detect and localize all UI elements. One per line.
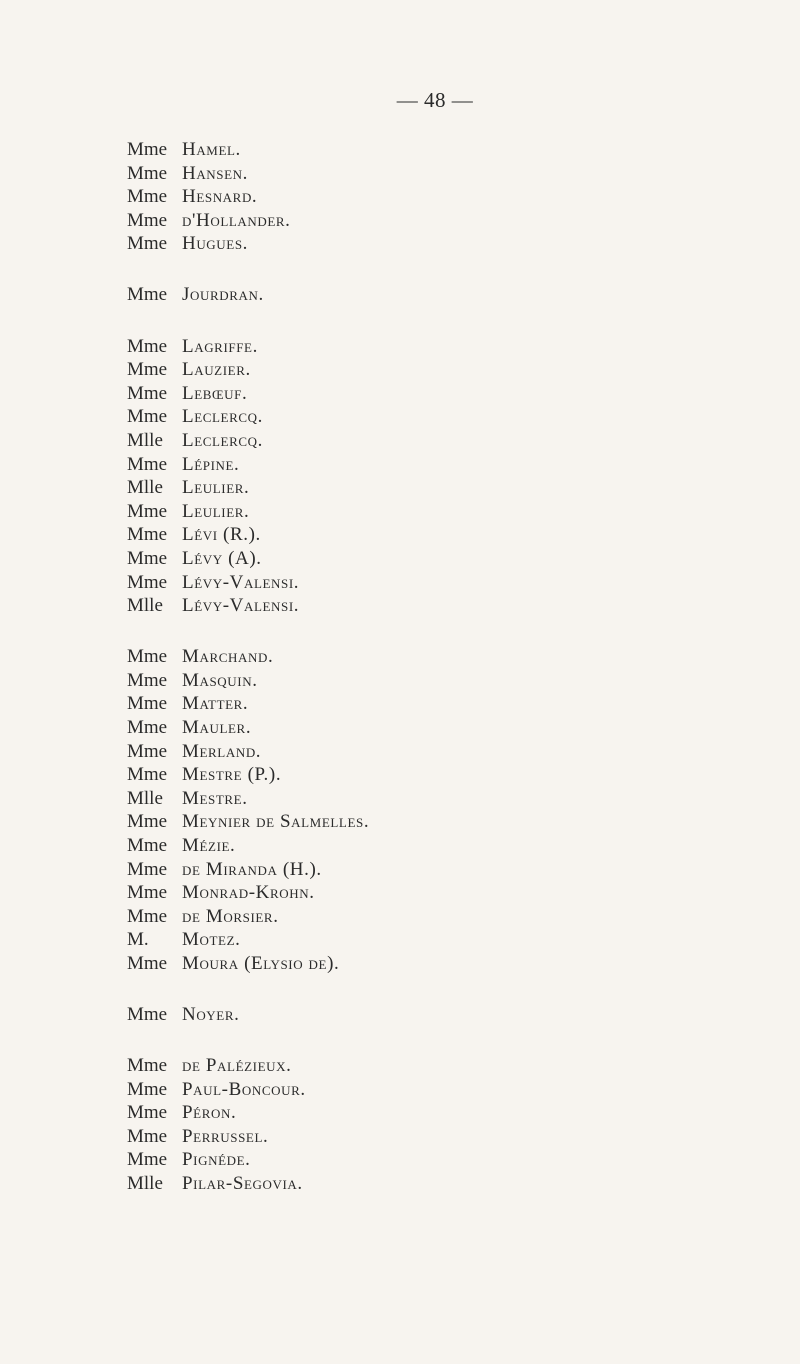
entry-title: Mlle <box>127 429 163 451</box>
entry-name: Lévy-Valensi. <box>182 595 300 617</box>
list-entry <box>127 382 767 406</box>
entry-name: Lévi (R.). <box>182 524 261 546</box>
entry-name: Merland. <box>182 740 262 762</box>
entry-title: Mme <box>127 335 168 357</box>
list-entry <box>127 209 767 233</box>
entry-title: Mlle <box>127 787 163 809</box>
entry-name: Leulier. <box>182 477 250 499</box>
list-entry <box>127 692 767 716</box>
entry-name: Lagriffe. <box>182 335 258 357</box>
entry-name: Hamel. <box>182 139 241 160</box>
list-entry <box>127 834 767 858</box>
entry-title: Mme <box>127 571 168 593</box>
entry-title: Mme <box>127 382 168 404</box>
entry-title: Mme <box>127 359 168 381</box>
entry-title: Mme <box>127 1055 168 1077</box>
entry-title: Mlle <box>127 1173 163 1195</box>
entry-name: Péron. <box>182 1102 237 1124</box>
entry-name: Jourdran. <box>182 284 264 306</box>
entry-title: Mme <box>127 1102 168 1124</box>
list-entry <box>127 476 767 500</box>
entry-name: de Palézieux. <box>182 1055 292 1077</box>
entry-name: Leulier. <box>182 500 250 522</box>
entry-name: Mestre (P.). <box>182 764 282 786</box>
list-entry <box>127 429 767 453</box>
entry-title: Mme <box>127 500 168 522</box>
list-entry <box>127 952 767 976</box>
entry-name: Matter. <box>182 693 249 715</box>
name-group <box>127 1054 767 1196</box>
list-entry <box>127 810 767 834</box>
name-list <box>127 138 767 1223</box>
entry-title: Mlle <box>127 595 163 617</box>
name-group <box>127 283 767 307</box>
entry-name: de Morsier. <box>182 905 279 927</box>
entry-name: Paul-Boncour. <box>182 1078 306 1100</box>
entry-title: Mme <box>127 547 168 569</box>
entry-name: Lépine. <box>182 453 240 475</box>
entry-title: Mme <box>127 1004 168 1025</box>
entry-name: Motez. <box>182 929 241 951</box>
list-entry <box>127 283 767 307</box>
entry-title: Mme <box>127 905 168 927</box>
entry-name: Mestre. <box>182 787 248 809</box>
name-group <box>127 138 767 256</box>
entry-title: Mme <box>127 139 168 160</box>
entry-name: Meynier de Salmelles. <box>182 811 370 833</box>
entry-title: Mme <box>127 1149 168 1171</box>
entry-name: Lévy (A). <box>182 547 262 569</box>
entry-name: Leclercq. <box>182 429 263 451</box>
entry-name: Pignéde. <box>182 1149 251 1171</box>
list-entry <box>127 669 767 693</box>
list-entry <box>127 1172 767 1196</box>
list-entry <box>127 1125 767 1149</box>
entry-title: Mme <box>127 693 168 715</box>
entry-name: Hugues. <box>182 233 249 255</box>
list-entry <box>127 1003 767 1027</box>
entry-title: Mme <box>127 186 168 208</box>
list-entry <box>127 1101 767 1125</box>
entry-title: Mme <box>127 669 168 691</box>
entry-title: Mme <box>127 524 168 546</box>
entry-name: Perrussel. <box>182 1125 269 1147</box>
entry-name: Moura (Elysio de). <box>182 952 340 974</box>
list-entry <box>127 453 767 477</box>
list-entry <box>127 405 767 429</box>
entry-name: Leclercq. <box>182 406 263 428</box>
list-entry <box>127 763 767 787</box>
entry-title: Mme <box>127 716 168 738</box>
list-entry <box>127 787 767 811</box>
list-entry <box>127 185 767 209</box>
list-entry <box>127 905 767 929</box>
entry-name: Mézie. <box>182 834 236 856</box>
entry-title: Mme <box>127 1125 168 1147</box>
entry-title: Mme <box>127 284 168 306</box>
list-entry <box>127 138 767 162</box>
entry-name: Marchand. <box>182 646 274 668</box>
entry-title: M. <box>127 929 149 951</box>
entry-name: d'Hollander. <box>182 209 291 231</box>
entry-title: Mme <box>127 858 168 880</box>
entry-title: Mme <box>127 233 168 255</box>
list-entry <box>127 547 767 571</box>
entry-title: Mme <box>127 209 168 231</box>
entry-title: Mme <box>127 1078 168 1100</box>
list-entry <box>127 162 767 186</box>
name-group <box>127 335 767 618</box>
entry-name: Noyer. <box>182 1004 240 1025</box>
list-entry <box>127 500 767 524</box>
list-entry <box>127 232 767 256</box>
entry-name: Masquin. <box>182 669 258 691</box>
list-entry <box>127 571 767 595</box>
list-entry <box>127 716 767 740</box>
entry-title: Mme <box>127 406 168 428</box>
list-entry <box>127 740 767 764</box>
name-group <box>127 645 767 975</box>
list-entry <box>127 858 767 882</box>
entry-title: Mme <box>127 952 168 974</box>
list-entry <box>127 1148 767 1172</box>
entry-title: Mlle <box>127 477 163 499</box>
list-entry <box>127 335 767 359</box>
entry-name: Lebœuf. <box>182 382 248 404</box>
entry-name: Hesnard. <box>182 186 258 208</box>
entry-name: de Miranda (H.). <box>182 858 322 880</box>
list-entry <box>127 358 767 382</box>
entry-title: Mme <box>127 453 168 475</box>
entry-name: Mauler. <box>182 716 252 738</box>
entry-name: Lauzier. <box>182 359 251 381</box>
entry-title: Mme <box>127 882 168 904</box>
entry-title: Mme <box>127 764 168 786</box>
list-entry <box>127 645 767 669</box>
list-entry <box>127 928 767 952</box>
entry-name: Lévy-Valensi. <box>182 571 300 593</box>
list-entry <box>127 881 767 905</box>
name-group <box>127 1003 767 1027</box>
entry-title: Mme <box>127 162 168 184</box>
entry-title: Mme <box>127 834 168 856</box>
entry-name: Monrad-Krohn. <box>182 882 315 904</box>
list-entry <box>127 1078 767 1102</box>
entry-title: Mme <box>127 740 168 762</box>
list-entry <box>127 523 767 547</box>
entry-name: Pilar-Segovia. <box>182 1173 303 1195</box>
list-entry <box>127 1054 767 1078</box>
page-number: — 48 — <box>396 88 474 112</box>
list-entry <box>127 594 767 618</box>
entry-title: Mme <box>127 811 168 833</box>
entry-name: Hansen. <box>182 162 249 184</box>
entry-title: Mme <box>127 646 168 668</box>
